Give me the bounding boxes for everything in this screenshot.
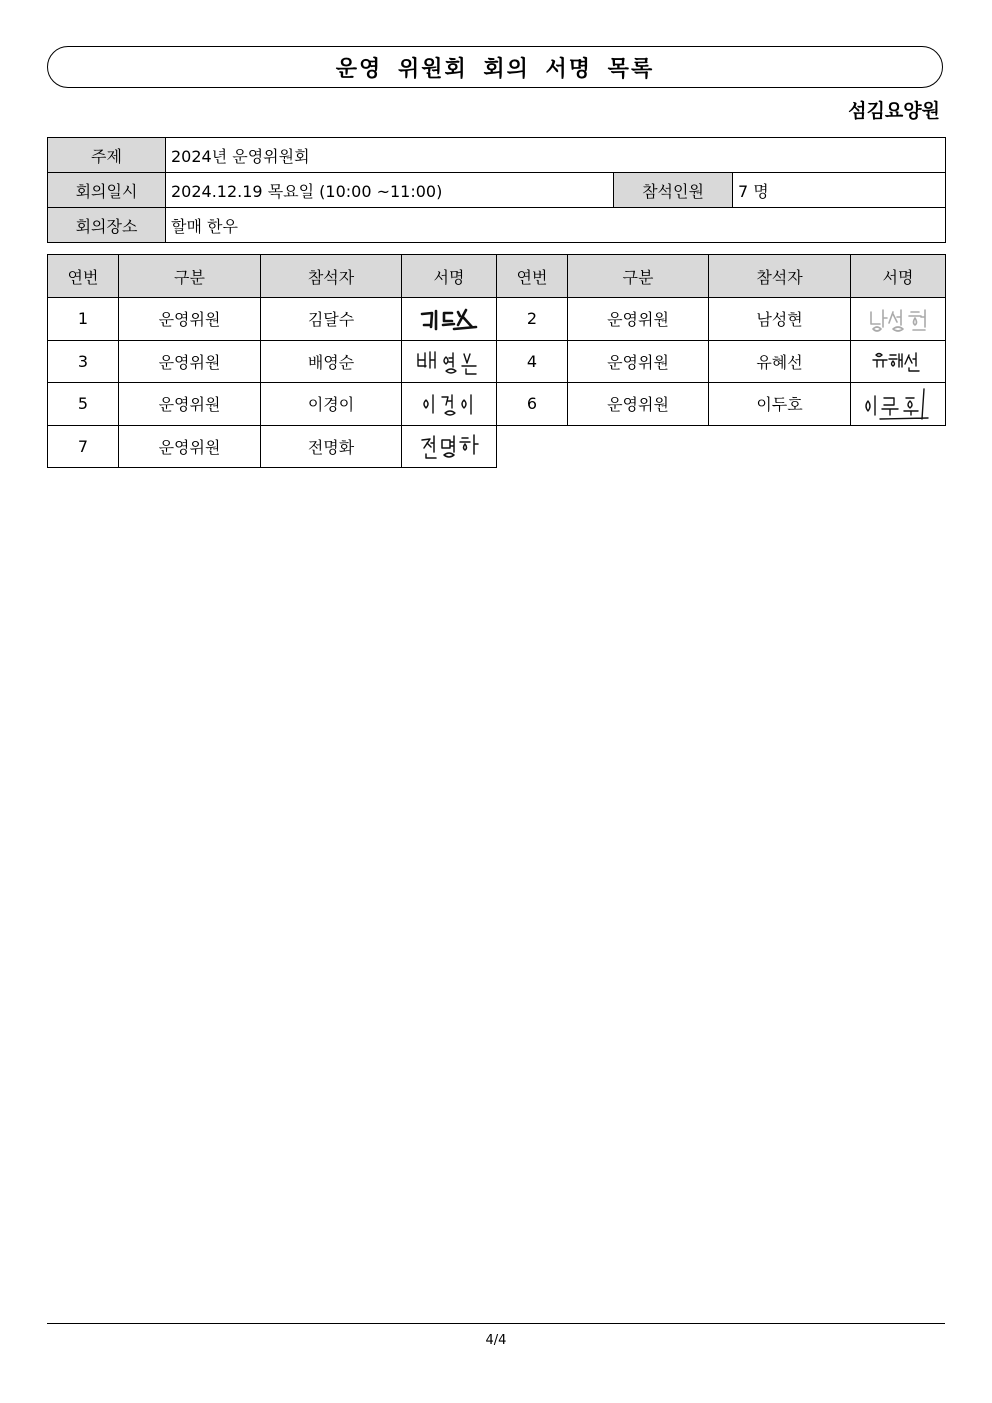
row-category: 운영위원 — [119, 298, 261, 341]
attendance-table — [47, 254, 946, 468]
handwritten-signature — [414, 303, 484, 335]
subject-value: 2024년 운영위원회 — [166, 138, 946, 173]
row-category: 운영위원 — [568, 298, 709, 341]
row-attendee: 배영순 — [261, 340, 402, 383]
row-no: 1 — [48, 298, 119, 341]
row-no: 2 — [497, 298, 568, 341]
handwritten-signature — [412, 345, 486, 377]
row-attendee: 이두호 — [709, 383, 851, 426]
place-label: 회의장소 — [48, 208, 166, 243]
subject-label: 주제 — [48, 138, 166, 173]
row-no: 4 — [497, 340, 568, 383]
signature-cell — [402, 298, 497, 341]
row-no: 6 — [497, 383, 568, 426]
date-label: 회의일시 — [48, 173, 166, 208]
handwritten-signature — [858, 385, 938, 423]
signature-cell — [402, 383, 497, 426]
header-attendee: 참석자 — [709, 255, 851, 298]
row-attendee: 유혜선 — [709, 340, 851, 383]
header-signature: 서명 — [402, 255, 497, 298]
row-category: 운영위원 — [119, 383, 261, 426]
table-row — [48, 425, 946, 468]
signature-cell — [851, 298, 946, 341]
organization-name: 섬김요양원 — [848, 100, 940, 122]
table-row — [48, 383, 946, 426]
row-no: 5 — [48, 383, 119, 426]
row-category: 운영위원 — [568, 383, 709, 426]
empty-cell — [497, 425, 946, 468]
subject-row — [48, 138, 946, 173]
row-category: 운영위원 — [568, 340, 709, 383]
attendees-label: 참석인원 — [614, 173, 733, 208]
row-no: 3 — [48, 340, 119, 383]
table-row — [48, 298, 946, 341]
table-row — [48, 340, 946, 383]
header-category: 구분 — [119, 255, 261, 298]
date-value: 2024.12.19 목요일 (10:00 ~11:00) — [166, 173, 614, 208]
handwritten-signature — [868, 347, 928, 375]
signature-cell — [402, 425, 497, 468]
handwritten-signature — [414, 430, 484, 462]
header-signature: 서명 — [851, 255, 946, 298]
header-no: 연번 — [497, 255, 568, 298]
footer-divider — [47, 1323, 945, 1324]
document-title: 운영 위원회 회의 서명 목록 — [335, 56, 655, 82]
place-value: 할매 한우 — [166, 208, 946, 243]
signature-cell — [402, 340, 497, 383]
date-row — [48, 173, 946, 208]
page-number: 4/4 — [485, 1333, 507, 1348]
row-category: 운영위원 — [119, 425, 261, 468]
place-row — [48, 208, 946, 243]
handwritten-signature — [863, 303, 933, 335]
row-attendee: 전명화 — [261, 425, 402, 468]
row-attendee: 남성현 — [709, 298, 851, 341]
header-attendee: 참석자 — [261, 255, 402, 298]
header-no: 연번 — [48, 255, 119, 298]
row-attendee: 이경이 — [261, 383, 402, 426]
header-category: 구분 — [568, 255, 709, 298]
table-header-row — [48, 255, 946, 298]
attendees-value: 7 명 — [733, 173, 946, 208]
row-no: 7 — [48, 425, 119, 468]
row-attendee: 김달수 — [261, 298, 402, 341]
row-category: 운영위원 — [119, 340, 261, 383]
meeting-info-table — [47, 137, 946, 243]
handwritten-signature — [414, 388, 484, 420]
title-box — [47, 46, 943, 88]
signature-cell — [851, 340, 946, 383]
signature-cell — [851, 383, 946, 426]
